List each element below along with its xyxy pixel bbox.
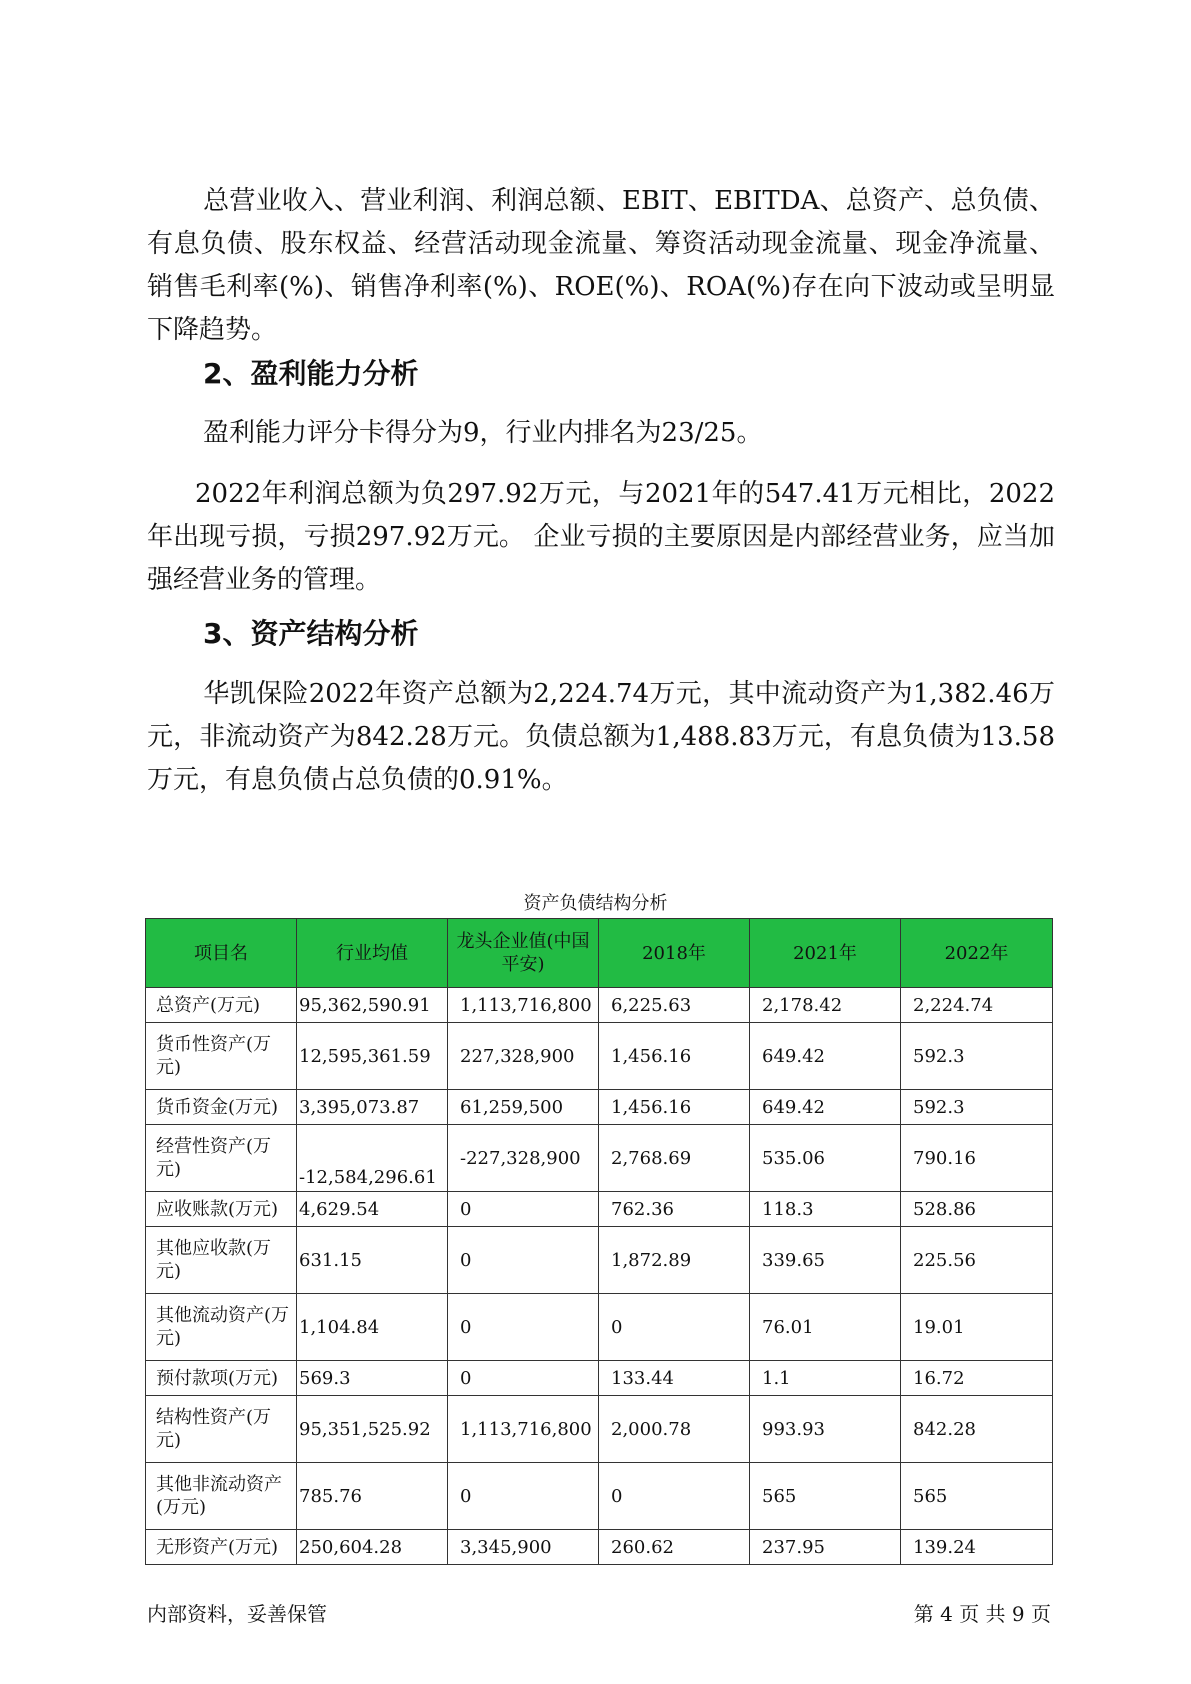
table-caption: 资产负债结构分析 xyxy=(523,893,668,914)
footer-page-number: 第 4 页 共 9 页 xyxy=(913,1602,1051,1626)
paragraph-profit-score: 盈利能力评分卡得分为9，行业内排名为23/25。 xyxy=(203,418,763,448)
cell-2022: 225.56 xyxy=(901,1227,1053,1294)
cell-2022: 19.01 xyxy=(901,1294,1053,1361)
table-row xyxy=(146,1530,1053,1565)
paragraph-asset-summary: 华凯保险2022年资产总额为2,224.74万元，其中流动资产为1,382.46万元，非流动资产为842.28万元。负债总额为1,488.83万元，有息负债为13.58万元，有息负债占总负债的0.91%。 xyxy=(147,679,1055,795)
cell-leader: 0 xyxy=(448,1361,599,1396)
row-label: 结构性资产(万元) xyxy=(146,1396,297,1463)
cell-industry-avg: 12,595,361.59 xyxy=(297,1023,448,1090)
cell-2018: 1,872.89 xyxy=(599,1227,750,1294)
cell-leader: 3,345,900 xyxy=(448,1530,599,1565)
balance-structure-table xyxy=(145,918,1053,1565)
cell-2018: 1,456.16 xyxy=(599,1023,750,1090)
cell-2018: 762.36 xyxy=(599,1192,750,1227)
cell-2022: 2,224.74 xyxy=(901,988,1053,1023)
row-label: 其他流动资产(万元) xyxy=(146,1294,297,1361)
table-header-row xyxy=(146,919,1053,988)
table-row xyxy=(146,1463,1053,1530)
table-row xyxy=(146,1227,1053,1294)
cell-2018: 0 xyxy=(599,1294,750,1361)
table-row xyxy=(146,1090,1053,1125)
cell-2021: 1.1 xyxy=(750,1361,901,1396)
cell-industry-avg: 3,395,073.87 xyxy=(297,1090,448,1125)
heading-profitability: 2、盈利能力分析 xyxy=(203,357,419,390)
cell-2022: 842.28 xyxy=(901,1396,1053,1463)
cell-2022: 592.3 xyxy=(901,1090,1053,1125)
cell-leader: 0 xyxy=(448,1294,599,1361)
row-label: 货币性资产(万元) xyxy=(146,1023,297,1090)
row-label: 预付款项(万元) xyxy=(146,1361,297,1396)
table-row xyxy=(146,1396,1053,1463)
cell-2022: 139.24 xyxy=(901,1530,1053,1565)
cell-leader: 0 xyxy=(448,1227,599,1294)
cell-industry-avg: 4,629.54 xyxy=(297,1192,448,1227)
cell-2021: 118.3 xyxy=(750,1192,901,1227)
cell-2021: 993.93 xyxy=(750,1396,901,1463)
cell-2022: 16.72 xyxy=(901,1361,1053,1396)
cell-leader: 1,113,716,800 xyxy=(448,988,599,1023)
header-leader-value: 龙头企业值(中国平安) xyxy=(448,919,599,988)
cell-industry-avg: 1,104.84 xyxy=(297,1294,448,1361)
cell-2021: 565 xyxy=(750,1463,901,1530)
cell-2018: 0 xyxy=(599,1463,750,1530)
cell-industry-avg: 95,362,590.91 xyxy=(297,988,448,1023)
cell-2022: 565 xyxy=(901,1463,1053,1530)
cell-industry-avg: 250,604.28 xyxy=(297,1530,448,1565)
cell-industry-avg: 631.15 xyxy=(297,1227,448,1294)
paragraph-profit-total: 2022年利润总额为负297.92万元，与2021年的547.41万元相比，2022年出现亏损，亏损297.92万元。 企业亏损的主要原因是内部经营业务，应当加强经营业务的管理。 xyxy=(147,479,1055,595)
row-label: 经营性资产(万元) xyxy=(146,1125,297,1192)
header-2022: 2022年 xyxy=(901,919,1053,988)
cell-industry-avg: 569.3 xyxy=(297,1361,448,1396)
cell-2021: 76.01 xyxy=(750,1294,901,1361)
heading-asset-structure: 3、资产结构分析 xyxy=(203,617,419,650)
table-row xyxy=(146,1023,1053,1090)
cell-industry-avg: 95,351,525.92 xyxy=(297,1396,448,1463)
row-label: 其他非流动资产(万元) xyxy=(146,1463,297,1530)
table-row xyxy=(146,1294,1053,1361)
cell-2021: 649.42 xyxy=(750,1090,901,1125)
row-label: 其他应收款(万元) xyxy=(146,1227,297,1294)
cell-2021: 649.42 xyxy=(750,1023,901,1090)
cell-leader: 227,328,900 xyxy=(448,1023,599,1090)
row-label: 应收账款(万元) xyxy=(146,1192,297,1227)
cell-industry-avg: -12,584,296.61 xyxy=(297,1125,448,1192)
cell-2018: 260.62 xyxy=(599,1530,750,1565)
cell-2018: 6,225.63 xyxy=(599,988,750,1023)
cell-industry-avg: 785.76 xyxy=(297,1463,448,1530)
table-row xyxy=(146,1192,1053,1227)
table-row xyxy=(146,988,1053,1023)
header-item-name: 项目名 xyxy=(146,919,297,988)
header-2021: 2021年 xyxy=(750,919,901,988)
cell-2021: 535.06 xyxy=(750,1125,901,1192)
cell-2021: 339.65 xyxy=(750,1227,901,1294)
paragraph-trend: 总营业收入、营业利润、利润总额、EBIT、EBITDA、总资产、总负债、有息负债、股东权益、经营活动现金流量、筹资活动现金流量、现金净流量、销售毛利率(%)、销售净利率(%)、ROE(%)、ROA(%)存在向下波动或呈明显下降趋势。 xyxy=(147,186,1055,345)
cell-2018: 133.44 xyxy=(599,1361,750,1396)
row-label: 总资产(万元) xyxy=(146,988,297,1023)
row-label: 货币资金(万元) xyxy=(146,1090,297,1125)
table-row xyxy=(146,1125,1053,1192)
row-label: 无形资产(万元) xyxy=(146,1530,297,1565)
cell-2018: 1,456.16 xyxy=(599,1090,750,1125)
cell-2018: 2,000.78 xyxy=(599,1396,750,1463)
cell-leader: 1,113,716,800 xyxy=(448,1396,599,1463)
cell-leader: -227,328,900 xyxy=(448,1125,599,1192)
cell-2022: 592.3 xyxy=(901,1023,1053,1090)
cell-2022: 790.16 xyxy=(901,1125,1053,1192)
header-2018: 2018年 xyxy=(599,919,750,988)
cell-leader: 61,259,500 xyxy=(448,1090,599,1125)
cell-2022: 528.86 xyxy=(901,1192,1053,1227)
footer-confidential: 内部资料，妥善保管 xyxy=(147,1602,327,1626)
cell-leader: 0 xyxy=(448,1463,599,1530)
table-row xyxy=(146,1361,1053,1396)
cell-2018: 2,768.69 xyxy=(599,1125,750,1192)
cell-2021: 2,178.42 xyxy=(750,988,901,1023)
header-industry-avg: 行业均值 xyxy=(297,919,448,988)
cell-leader: 0 xyxy=(448,1192,599,1227)
cell-2021: 237.95 xyxy=(750,1530,901,1565)
